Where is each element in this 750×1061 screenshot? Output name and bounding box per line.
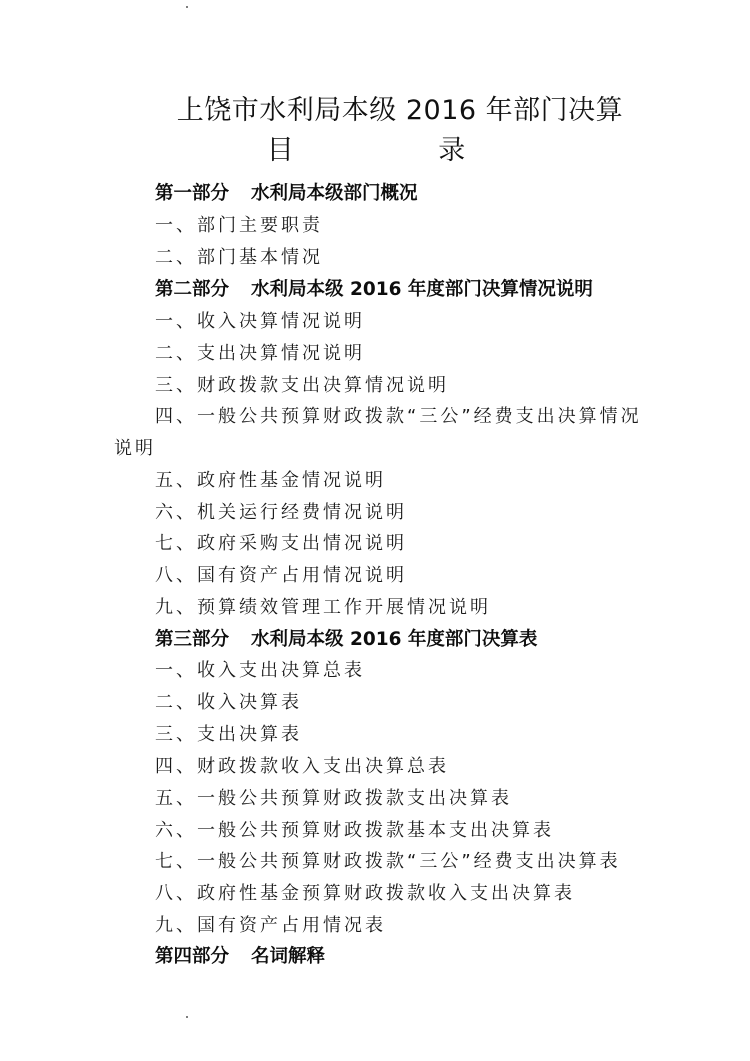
toc-part-2-item-4: 四、一般公共预算财政拨款“三公”经费支出决算情况 bbox=[155, 406, 642, 427]
toc-part-2-item-8: 八、国有资产占用情况说明 bbox=[155, 565, 407, 586]
toc-part-3-item-1: 一、收入支出决算总表 bbox=[155, 660, 365, 681]
toc-part-3-item-6: 六、一般公共预算财政拨款基本支出决算表 bbox=[155, 820, 554, 841]
scan-speck bbox=[186, 1016, 188, 1018]
toc-part-2-heading bbox=[155, 279, 593, 301]
toc-part-2-item-7: 七、政府采购支出情况说明 bbox=[155, 533, 407, 554]
toc-part-3-item-2: 二、收入决算表 bbox=[155, 692, 302, 713]
toc-part-2-item-2: 二、支出决算情况说明 bbox=[155, 343, 365, 364]
toc-part-4-heading bbox=[155, 946, 325, 968]
toc-part-3-item-3: 三、支出决算表 bbox=[155, 724, 302, 745]
toc-part-3-item-5: 五、一般公共预算财政拨款支出决算表 bbox=[155, 788, 512, 809]
toc-part-2-name: 水利局本级 2016 年度部门决算情况说明 bbox=[251, 279, 593, 300]
toc-part-1-item-2: 二、部门基本情况 bbox=[155, 247, 323, 268]
document-subtitle: 目 录 bbox=[266, 135, 534, 166]
toc-part-2-item-5: 五、政府性基金情况说明 bbox=[155, 470, 386, 491]
toc-part-2-item-9: 九、预算绩效管理工作开展情况说明 bbox=[155, 597, 491, 618]
toc-part-3-heading bbox=[155, 629, 537, 651]
toc-part-2-item-1: 一、收入决算情况说明 bbox=[155, 311, 365, 332]
toc-part-3-item-4: 四、财政拨款收入支出决算总表 bbox=[155, 756, 449, 777]
toc-part-2-item-6: 六、机关运行经费情况说明 bbox=[155, 502, 407, 523]
toc-part-1-heading bbox=[155, 183, 418, 205]
toc-part-3-name: 水利局本级 2016 年度部门决算表 bbox=[251, 629, 538, 650]
toc-part-4-name: 名词解释 bbox=[251, 946, 326, 967]
toc-part-4-label: 第四部分 bbox=[155, 946, 230, 967]
toc-part-2-label: 第二部分 bbox=[155, 279, 230, 300]
toc-part-1-label: 第一部分 bbox=[155, 183, 230, 204]
document-title: 上饶市水利局本级 2016 年部门决算 bbox=[176, 95, 624, 126]
toc-part-1-item-1: 一、部门主要职责 bbox=[155, 215, 323, 236]
toc-part-2-item-3: 三、财政拨款支出决算情况说明 bbox=[155, 375, 449, 396]
toc-part-3-label: 第三部分 bbox=[155, 629, 230, 650]
toc-part-1-name: 水利局本级部门概况 bbox=[251, 183, 418, 204]
scan-speck bbox=[186, 6, 188, 8]
toc-part-3-item-7: 七、一般公共预算财政拨款“三公”经费支出决算表 bbox=[155, 851, 621, 872]
toc-part-3-item-8: 八、政府性基金预算财政拨款收入支出决算表 bbox=[155, 883, 575, 904]
toc-part-2-item-4-continuation: 说明 bbox=[114, 438, 156, 459]
toc-part-3-item-9: 九、国有资产占用情况表 bbox=[155, 915, 386, 936]
